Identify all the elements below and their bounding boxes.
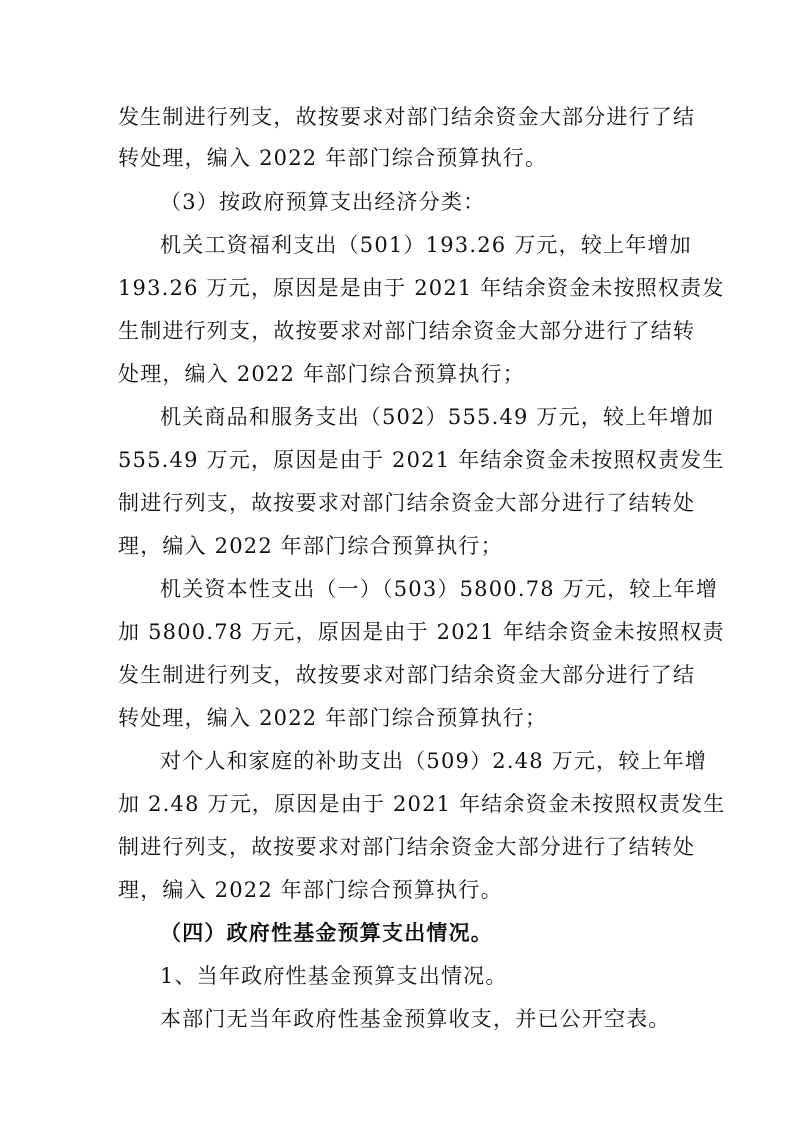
- paragraph-line: 加 2.48 万元，原因是由于 2021 年结余资金未按照权责发生: [118, 792, 726, 816]
- paragraph-line: 193.26 万元，原因是是由于 2021 年结余资金未按照权责发: [118, 276, 725, 300]
- paragraph-line: 转处理，编入 2022 年部门综合预算执行；: [118, 706, 548, 730]
- paragraph-line: 发生制进行列支，故按要求对部门结余资金大部分进行了结: [118, 663, 696, 687]
- paragraph-line: 发生制进行列支，故按要求对部门结余资金大部分进行了结: [118, 105, 696, 129]
- paragraph-line: 555.49 万元，原因是由于 2021 年结余资金未按照权责发生: [118, 448, 725, 472]
- paragraph-line: 理，编入 2022 年部门综合预算执行。: [118, 878, 503, 902]
- paragraph-line: 机关商品和服务支出（502）555.49 万元，较上年增加: [160, 405, 715, 429]
- paragraph-line: 转处理，编入 2022 年部门综合预算执行。: [118, 146, 548, 170]
- paragraph-line: 制进行列支，故按要求对部门结余资金大部分进行了结转处: [118, 491, 696, 515]
- paragraph-line: 机关工资福利支出（501）193.26 万元，较上年增加: [160, 233, 692, 257]
- section-heading: （3）按政府预算支出经济分类：: [160, 190, 486, 214]
- paragraph-line: 机关资本性支出（一）（503）5800.78 万元，较上年增: [160, 577, 719, 601]
- paragraph-line: 生制进行列支，故按要求对部门结余资金大部分进行了结转: [118, 319, 696, 343]
- paragraph-line: 加 5800.78 万元，原因是由于 2021 年结余资金未按照权责: [118, 620, 725, 644]
- section-title: （四）政府性基金预算支出情况。: [160, 921, 493, 945]
- paragraph-line: 处理，编入 2022 年部门综合预算执行；: [118, 362, 525, 386]
- paragraph-line: 制进行列支，故按要求对部门结余资金大部分进行了结转处: [118, 835, 696, 859]
- paragraph-line: 理，编入 2022 年部门综合预算执行；: [118, 534, 503, 558]
- subsection-title: 1、当年政府性基金预算支出情况。: [160, 964, 508, 988]
- paragraph-line: 对个人和家庭的补助支出（509）2.48 万元，较上年增: [160, 749, 708, 773]
- paragraph-line: 本部门无当年政府性基金预算收支，并已公开空表。: [160, 1007, 671, 1031]
